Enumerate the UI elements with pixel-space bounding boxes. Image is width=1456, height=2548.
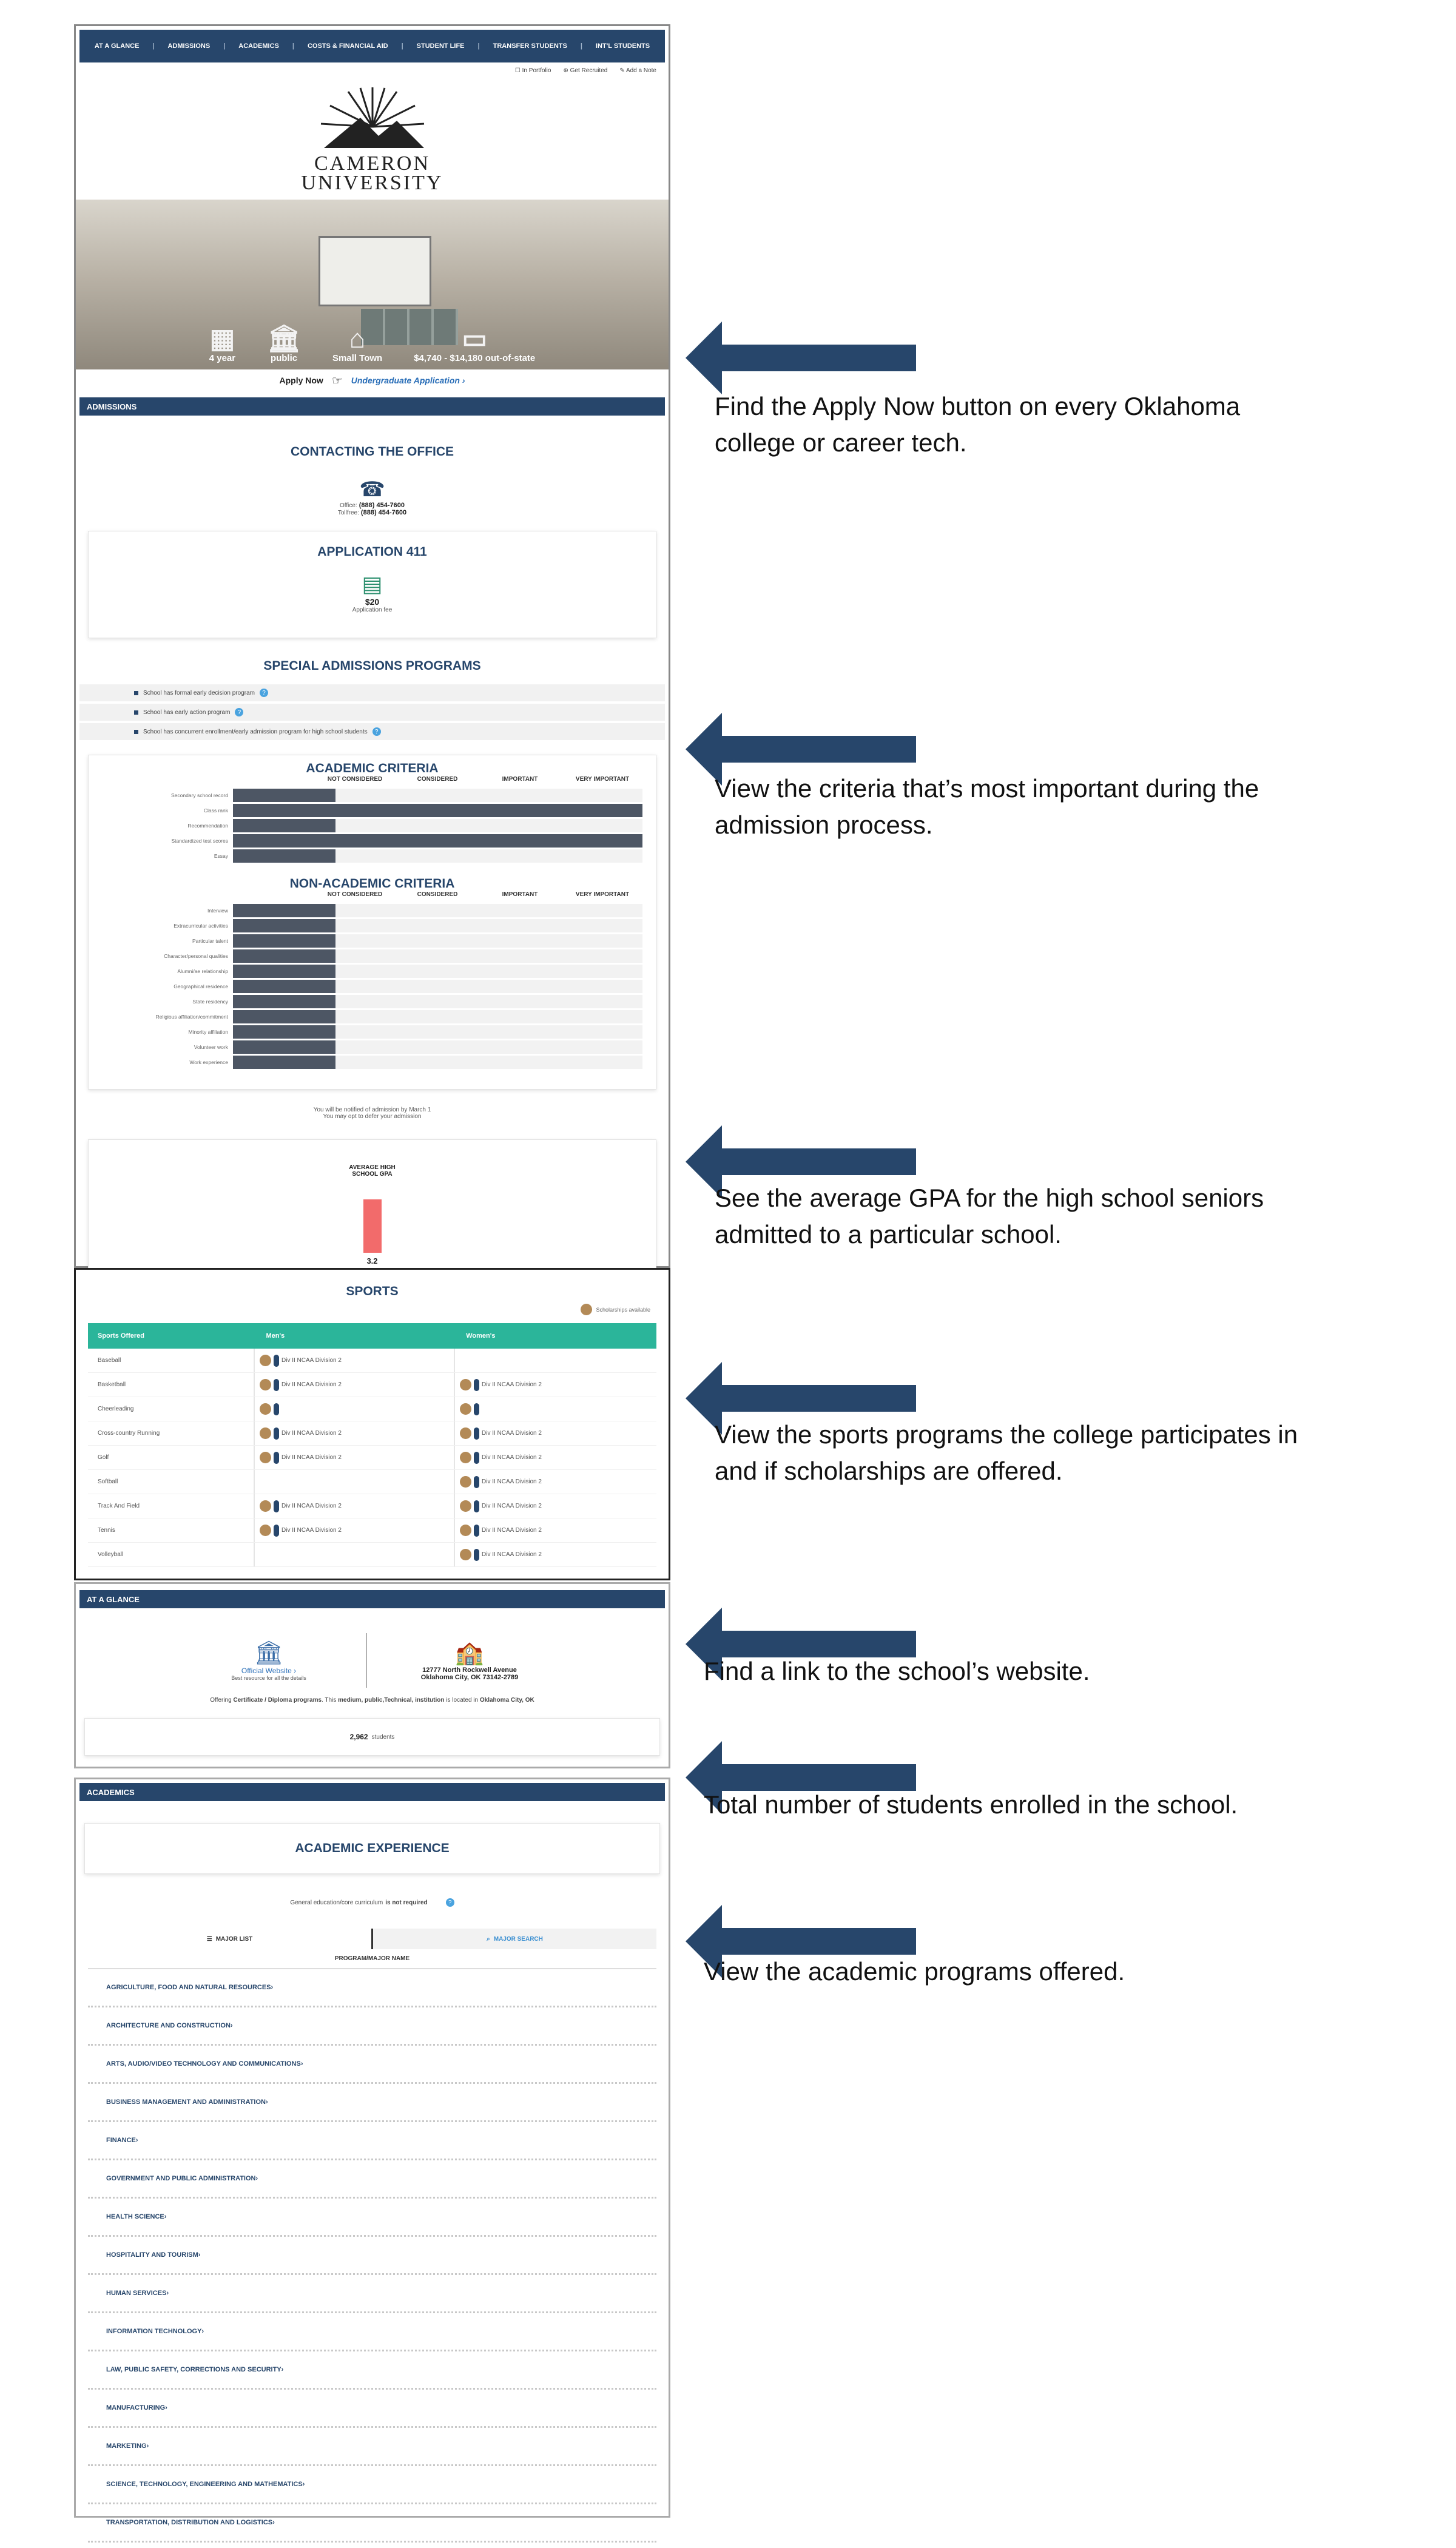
- academic-experience-card: [84, 1823, 660, 1874]
- division-label: Div II NCAA Division 2: [281, 1503, 342, 1509]
- major-name: MANUFACTURING: [106, 2404, 166, 2412]
- criteria-row: [89, 848, 656, 863]
- criteria-track: [233, 934, 642, 948]
- logo-text-cameron: CAMERON: [314, 152, 431, 175]
- academic-criteria-list: [89, 787, 656, 863]
- nav-academics[interactable]: ACADEMICS: [238, 42, 279, 50]
- criteria-row: [89, 787, 656, 803]
- school-logo[interactable]: [76, 78, 669, 200]
- scholarship-coin-icon: [460, 1476, 471, 1488]
- criteria-row: [89, 918, 656, 933]
- logo-text-university: UNIVERSITY: [301, 172, 443, 194]
- special-admissions-title: SPECIAL ADMISSIONS PROGRAMS: [263, 659, 481, 673]
- criteria-card: [88, 755, 656, 1090]
- major-item[interactable]: [88, 2160, 656, 2199]
- panel-admissions: [74, 24, 670, 1268]
- info-icon[interactable]: ?: [235, 708, 243, 716]
- chevron-right-icon: ›: [281, 2366, 284, 2373]
- women-sport-cell: [455, 1470, 655, 1494]
- stat-tuition: ▭ $4,740 - $14,180 out-of-state: [414, 324, 536, 363]
- sports-title: SPORTS: [346, 1284, 399, 1298]
- stat-type: 🏛 public: [267, 324, 301, 363]
- criteria-level-bar: [233, 1025, 335, 1039]
- classroom-board: [318, 236, 431, 306]
- office-phone[interactable]: (888) 454-7600: [359, 502, 405, 509]
- major-name: BUSINESS MANAGEMENT AND ADMINISTRATION: [106, 2098, 266, 2106]
- major-tabs: [88, 1929, 656, 1949]
- hero-image: [76, 200, 669, 369]
- scholarship-coin-icon: [460, 1525, 471, 1536]
- major-list: [88, 1969, 656, 2543]
- criteria-level-bar: [233, 980, 335, 993]
- criteria-level-bar: [233, 904, 335, 917]
- major-name: HEALTH SCIENCE: [106, 2213, 164, 2220]
- criteria-row: [89, 1054, 656, 1070]
- nav-student-life[interactable]: STUDENT LIFE: [416, 42, 465, 50]
- women-sport-cell: [455, 1349, 655, 1372]
- major-item[interactable]: [88, 2007, 656, 2046]
- division-label: Div II NCAA Division 2: [281, 1381, 342, 1388]
- campus-icon: 🏫: [455, 1640, 484, 1666]
- address-line-2: Oklahoma City, OK 73142-2789: [420, 1674, 519, 1681]
- criteria-track: [233, 949, 642, 963]
- criteria-level-bar: [233, 1010, 335, 1023]
- criteria-level-bar: [233, 1040, 335, 1054]
- sports-row: [88, 1446, 656, 1470]
- criteria-level-bar: [233, 1056, 335, 1069]
- criteria-track: [233, 980, 642, 993]
- criteria-label: Interview: [207, 907, 228, 914]
- men-sport-cell: [255, 1446, 455, 1469]
- info-icon[interactable]: ?: [260, 689, 268, 697]
- division-label: Div II NCAA Division 2: [482, 1454, 542, 1461]
- major-name: AGRICULTURE, FOOD AND NATURAL RESOURCES: [106, 1984, 271, 1991]
- gpa-card: [88, 1139, 656, 1283]
- athlete-icon: [474, 1379, 479, 1391]
- annotation-caption: See the average GPA for the high school seniors admitted to a particular school.: [715, 1184, 1264, 1249]
- men-sport-cell: [255, 1470, 455, 1494]
- chevron-right-icon: ›: [201, 2328, 204, 2335]
- criteria-row: [89, 994, 656, 1009]
- athlete-icon: [474, 1427, 479, 1440]
- chevron-right-icon: ›: [272, 2519, 275, 2526]
- chevron-right-icon: ›: [230, 2022, 233, 2029]
- nonacademic-criteria-list: [89, 903, 656, 1070]
- chevron-right-icon: ›: [255, 2175, 258, 2182]
- criteria-row: [89, 1009, 656, 1024]
- nonacademic-criteria-title: NON-ACADEMIC CRITERIA: [289, 877, 455, 891]
- major-name: ARTS, AUDIO/VIDEO TECHNOLOGY AND COMMUNICATIONS: [106, 2060, 301, 2068]
- academic-criteria-title: ACADEMIC CRITERIA: [306, 761, 439, 775]
- hero-stats: [76, 325, 669, 363]
- criteria-level-bar: [233, 965, 335, 978]
- major-item[interactable]: [88, 2199, 656, 2237]
- major-item[interactable]: [88, 2466, 656, 2504]
- fee-icon: ▤: [362, 571, 383, 596]
- criteria-level-bar: [233, 919, 335, 932]
- scholarship-coin-icon: [460, 1500, 471, 1512]
- town-icon: ⌂: [349, 324, 366, 354]
- chevron-right-icon: ›: [198, 2251, 201, 2259]
- offering-statement: Offering Certificate / Diploma programs. This medium, public,Technical, institution is located in Oklahoma City, OK: [210, 1697, 534, 1704]
- criteria-row: [89, 903, 656, 918]
- special-item: School has formal early decision program ?: [79, 684, 665, 701]
- men-sport-cell: [255, 1518, 455, 1542]
- criteria-row: [89, 1024, 656, 1039]
- students-label: students: [371, 1733, 395, 1741]
- sports-table: [88, 1323, 656, 1567]
- athlete-icon: [474, 1525, 479, 1537]
- notification-note: You will be notified of admission by March 1 You may opt to defer your admission: [313, 1107, 431, 1120]
- chevron-right-icon: ›: [165, 2404, 167, 2412]
- criteria-track: [233, 819, 642, 832]
- money-icon: ▭: [462, 324, 488, 354]
- sports-row: [88, 1494, 656, 1518]
- special-item: School has early action program ?: [79, 704, 665, 721]
- major-item[interactable]: [88, 2122, 656, 2160]
- criteria-track: [233, 849, 642, 863]
- major-name: HOSPITALITY AND TOURISM: [106, 2251, 198, 2259]
- criteria-label: Extracurricular activities: [174, 922, 228, 929]
- criteria-label: Minority affiliation: [188, 1028, 228, 1035]
- scholarship-coin-icon: [460, 1379, 471, 1390]
- women-sport-cell: [455, 1421, 655, 1445]
- nav-intl[interactable]: INT'L STUDENTS: [595, 42, 650, 50]
- nav-at-a-glance[interactable]: AT A GLANCE: [94, 42, 140, 50]
- scholarship-coin-icon: [460, 1427, 471, 1439]
- sport-name: Baseball: [88, 1349, 255, 1372]
- women-sport-cell: [455, 1446, 655, 1469]
- criteria-row: [89, 818, 656, 833]
- criteria-label: Religious affiliation/commitment: [155, 1013, 228, 1020]
- criteria-track: [233, 1040, 642, 1054]
- official-website-link[interactable]: Official Website ›: [241, 1667, 297, 1675]
- tab-major-search[interactable]: ⌕ MAJOR SEARCH: [373, 1929, 656, 1949]
- scholarship-coin-icon: [260, 1452, 271, 1463]
- annotation-caption: Find a link to the school’s website.: [704, 1657, 1090, 1685]
- students-card: [84, 1718, 660, 1756]
- sports-table-header: Sports Offered Men's Women's: [88, 1323, 656, 1349]
- application-411-title: APPLICATION 411: [317, 545, 427, 559]
- scholarship-coin-icon: [460, 1452, 471, 1463]
- chevron-right-icon: ›: [164, 2213, 167, 2220]
- contact-block: ☎ Office: (888) 454-7600 Tollfree: (888) 454-7600: [76, 477, 669, 516]
- athlete-icon: [274, 1355, 279, 1367]
- gened-statement: General education/core curriculum is not required ?: [76, 1898, 669, 1907]
- sport-name: Cheerleading: [88, 1397, 255, 1421]
- women-sport-cell: [455, 1373, 655, 1397]
- criteria-level-bar: [233, 819, 335, 832]
- glance-info-row: [76, 1630, 669, 1691]
- undergraduate-application-link[interactable]: Undergraduate Application ›: [351, 376, 465, 385]
- division-label: Div II NCAA Division 2: [482, 1381, 542, 1388]
- men-sport-cell: [255, 1421, 455, 1445]
- major-name: ARCHITECTURE AND CONSTRUCTION: [106, 2022, 231, 2029]
- annotation-caption: Total number of students enrolled in the school.: [704, 1790, 1238, 1819]
- apply-now-label: Apply Now: [279, 376, 323, 385]
- panel-academics: [74, 1778, 670, 2526]
- application-411-card: [88, 531, 656, 638]
- men-sport-cell: [255, 1397, 455, 1421]
- men-sport-cell: [255, 1543, 455, 1566]
- application-fee: $20: [365, 597, 380, 607]
- criteria-row: [89, 948, 656, 963]
- building-icon: 🏛: [267, 324, 301, 354]
- major-item[interactable]: [88, 2046, 656, 2084]
- athlete-icon: [474, 1549, 479, 1561]
- info-icon[interactable]: ?: [446, 1898, 454, 1907]
- criteria-row: [89, 803, 656, 818]
- apply-now-bar: [76, 369, 669, 391]
- criteria-level-bar: [233, 789, 335, 802]
- calendar-icon: ▦: [209, 324, 235, 354]
- criteria-label: Character/personal qualities: [164, 952, 228, 959]
- major-item[interactable]: [88, 2313, 656, 2351]
- criteria-label: Recommendation: [187, 822, 228, 829]
- major-name: FINANCE: [106, 2137, 136, 2144]
- panel-at-a-glance: [74, 1582, 670, 1768]
- contacting-office-title: CONTACTING THE OFFICE: [290, 445, 454, 459]
- gpa-value: 3.2: [366, 1256, 378, 1266]
- men-sport-cell: [255, 1494, 455, 1518]
- note-link[interactable]: ✎ Add a Note: [619, 67, 656, 74]
- portfolio-link[interactable]: ☐ In Portfolio: [514, 67, 551, 74]
- chevron-right-icon: ›: [271, 1984, 274, 1991]
- major-list-header: PROGRAM/MAJOR NAME: [88, 1955, 656, 1969]
- nav-admissions[interactable]: ADMISSIONS: [167, 42, 211, 50]
- scholarship-coin-icon: [260, 1403, 271, 1415]
- info-icon[interactable]: ?: [372, 727, 381, 736]
- students-count: 2,962: [349, 1733, 368, 1741]
- athlete-icon: [474, 1452, 479, 1464]
- athlete-icon: [474, 1403, 479, 1415]
- sports-row: [88, 1470, 656, 1494]
- division-label: Div II NCAA Division 2: [281, 1430, 342, 1437]
- division-label: Div II NCAA Division 2: [281, 1454, 342, 1461]
- criteria-track: [233, 834, 642, 848]
- scholarship-coin-icon: [460, 1403, 471, 1415]
- nav-transfer[interactable]: TRANSFER STUDENTS: [493, 42, 567, 50]
- criteria-track: [233, 789, 642, 802]
- criteria-level-bar: [233, 849, 335, 863]
- scholarship-coin-icon: [260, 1500, 271, 1512]
- tollfree-phone[interactable]: (888) 454-7600: [360, 509, 407, 516]
- men-sport-cell: [255, 1349, 455, 1372]
- division-label: Div II NCAA Division 2: [281, 1357, 342, 1364]
- school-building-icon: 🏛: [254, 1640, 284, 1666]
- major-name: HUMAN SERVICES: [106, 2290, 167, 2297]
- major-item[interactable]: [88, 2084, 656, 2122]
- division-label: Div II NCAA Division 2: [281, 1527, 342, 1534]
- major-name: MARKETING: [106, 2442, 147, 2450]
- women-sport-cell: [455, 1397, 655, 1421]
- major-name: SCIENCE, TECHNOLOGY, ENGINEERING AND MATHEMATICS: [106, 2481, 303, 2488]
- glance-section-bar: AT A GLANCE: [79, 1590, 665, 1608]
- sport-name: Tennis: [88, 1518, 255, 1542]
- major-item[interactable]: [88, 2428, 656, 2466]
- athlete-icon: [274, 1427, 279, 1440]
- sport-name: Basketball: [88, 1373, 255, 1397]
- criteria-track: [233, 1056, 642, 1069]
- academic-levels: NOT CONSIDERED CONSIDERED IMPORTANT VERY IMPORTANT: [327, 776, 630, 783]
- gpa-bar: [363, 1199, 382, 1253]
- chevron-right-icon: ›: [300, 2060, 303, 2068]
- website-subtitle: Best resource for all the details: [231, 1675, 306, 1681]
- sports-row: [88, 1397, 656, 1421]
- athlete-icon: [274, 1452, 279, 1464]
- hand-pointer-icon: ☞: [331, 374, 343, 388]
- scholarship-coin-icon: [260, 1355, 271, 1366]
- criteria-label: Geographical residence: [174, 983, 228, 989]
- annotation-caption: Find the Apply Now button on every Oklahoma college or career tech.: [715, 392, 1241, 457]
- sports-row: [88, 1518, 656, 1543]
- criteria-track: [233, 1025, 642, 1039]
- sport-name: Volleyball: [88, 1543, 255, 1566]
- sport-name: Track And Field: [88, 1494, 255, 1518]
- chevron-right-icon: ›: [146, 2442, 149, 2450]
- athlete-icon: [474, 1500, 479, 1512]
- annotation-caption: View the academic programs offered.: [704, 1957, 1125, 1986]
- sports-row: [88, 1373, 656, 1397]
- stat-duration: ▦ 4 year: [209, 324, 236, 363]
- sports-row: [88, 1421, 656, 1446]
- criteria-label: Secondary school record: [170, 792, 228, 798]
- sports-row: [88, 1543, 656, 1567]
- athlete-icon: [274, 1403, 279, 1415]
- scholarship-coin-icon: [460, 1549, 471, 1560]
- criteria-label: Alumni/ae relationship: [177, 968, 228, 974]
- scholarship-legend: Scholarships available: [581, 1304, 650, 1315]
- admissions-section-bar: ADMISSIONS: [79, 397, 665, 416]
- major-name: TRANSPORTATION, DISTRIBUTION AND LOGISTICS: [106, 2519, 273, 2526]
- criteria-row: [89, 833, 656, 848]
- division-label: Div II NCAA Division 2: [482, 1430, 542, 1437]
- criteria-level-bar: [233, 834, 642, 848]
- women-sport-cell: [455, 1518, 655, 1542]
- criteria-row: [89, 963, 656, 979]
- major-item[interactable]: [88, 2351, 656, 2390]
- major-name: LAW, PUBLIC SAFETY, CORRECTIONS AND SECURITY: [106, 2366, 281, 2373]
- top-nav: AT A GLANCE | ADMISSIONS | ACADEMICS | COSTS & FINANCIAL AID | STUDENT LIFE | TRANSFER STUDENTS | INT'L STUDENTS: [79, 30, 665, 62]
- utility-links: [76, 62, 669, 78]
- criteria-label: Standardized test scores: [171, 837, 228, 844]
- criteria-label: State residency: [192, 998, 228, 1005]
- panel-sports: [74, 1268, 670, 1580]
- division-label: Div II NCAA Division 2: [482, 1527, 542, 1534]
- criteria-track: [233, 919, 642, 932]
- criteria-label: Particular talent: [192, 937, 228, 944]
- major-name: INFORMATION TECHNOLOGY: [106, 2328, 202, 2335]
- men-sport-cell: [255, 1373, 455, 1397]
- application-fee-label: Application fee: [352, 607, 393, 613]
- criteria-level-bar: [233, 934, 335, 948]
- major-item[interactable]: [88, 1969, 656, 2007]
- nonacademic-levels: NOT CONSIDERED CONSIDERED IMPORTANT VERY IMPORTANT: [327, 891, 630, 898]
- sport-name: Golf: [88, 1446, 255, 1469]
- criteria-track: [233, 904, 642, 917]
- chevron-right-icon: ›: [135, 2137, 138, 2144]
- scholarship-coin-icon: [260, 1525, 271, 1536]
- criteria-level-bar: [233, 949, 335, 963]
- criteria-level-bar: [233, 804, 642, 817]
- search-icon: ⌕: [487, 1935, 490, 1943]
- annotation-caption: View the criteria that’s most important during the admission process.: [715, 774, 1259, 839]
- scholarship-coin-icon: [260, 1379, 271, 1390]
- criteria-label: Work experience: [189, 1059, 228, 1065]
- major-item[interactable]: [88, 2275, 656, 2313]
- annotation-arrow-icon: [686, 322, 928, 394]
- chevron-right-icon: ›: [302, 2481, 305, 2488]
- women-sport-cell: [455, 1494, 655, 1518]
- sunburst-logo-icon: [312, 84, 433, 151]
- division-label: Div II NCAA Division 2: [482, 1503, 542, 1509]
- criteria-row: [89, 979, 656, 994]
- major-item[interactable]: [88, 2504, 656, 2543]
- tab-major-list[interactable]: ☰ MAJOR LIST: [88, 1929, 373, 1949]
- academic-experience-title: ACADEMIC EXPERIENCE: [295, 1841, 450, 1855]
- scholarship-coin-icon: [260, 1427, 271, 1439]
- criteria-track: [233, 804, 642, 817]
- stat-setting: ⌂ Small Town: [332, 324, 383, 363]
- website-block: [190, 1640, 348, 1681]
- academics-section-bar: ACADEMICS: [79, 1783, 665, 1801]
- athlete-icon: [274, 1379, 279, 1391]
- athlete-icon: [274, 1500, 279, 1512]
- criteria-label: Volunteer work: [194, 1043, 228, 1050]
- athlete-icon: [274, 1525, 279, 1537]
- special-item: School has concurrent enrollment/early admission program for high school students ?: [79, 723, 665, 740]
- criteria-label: Class rank: [203, 807, 228, 814]
- athlete-icon: [474, 1476, 479, 1488]
- women-sport-cell: [455, 1543, 655, 1566]
- major-item[interactable]: [88, 2237, 656, 2275]
- special-admissions-list: [79, 684, 665, 740]
- criteria-track: [233, 965, 642, 978]
- sports-row: [88, 1349, 656, 1373]
- nav-costs[interactable]: COSTS & FINANCIAL AID: [307, 42, 388, 50]
- phone-icon: ☎: [359, 478, 385, 501]
- address-block: [385, 1640, 554, 1681]
- annotation-caption: View the sports programs the college participates in and if scholarships are offered.: [715, 1420, 1298, 1485]
- division-label: Div II NCAA Division 2: [482, 1551, 542, 1558]
- scholarship-coin-icon: [581, 1304, 592, 1315]
- address-line-1: 12777 North Rockwell Avenue: [422, 1667, 517, 1674]
- major-item[interactable]: [88, 2390, 656, 2428]
- major-name: GOVERNMENT AND PUBLIC ADMINISTRATION: [106, 2175, 256, 2182]
- chevron-right-icon: ›: [166, 2290, 169, 2297]
- criteria-track: [233, 995, 642, 1008]
- chevron-right-icon: ›: [265, 2098, 268, 2106]
- criteria-track: [233, 1010, 642, 1023]
- criteria-row: [89, 933, 656, 948]
- recruited-link[interactable]: ⊕ Get Recruited: [563, 67, 608, 74]
- gpa-track: [363, 1186, 382, 1253]
- criteria-row: [89, 1039, 656, 1054]
- criteria-label: Essay: [214, 852, 228, 859]
- sport-name: Softball: [88, 1470, 255, 1494]
- sport-name: Cross-country Running: [88, 1421, 255, 1445]
- criteria-level-bar: [233, 995, 335, 1008]
- list-icon: ☰: [206, 1935, 212, 1943]
- gpa-label: AVERAGE HIGH SCHOOL GPA: [349, 1164, 396, 1178]
- division-label: Div II NCAA Division 2: [482, 1478, 542, 1485]
